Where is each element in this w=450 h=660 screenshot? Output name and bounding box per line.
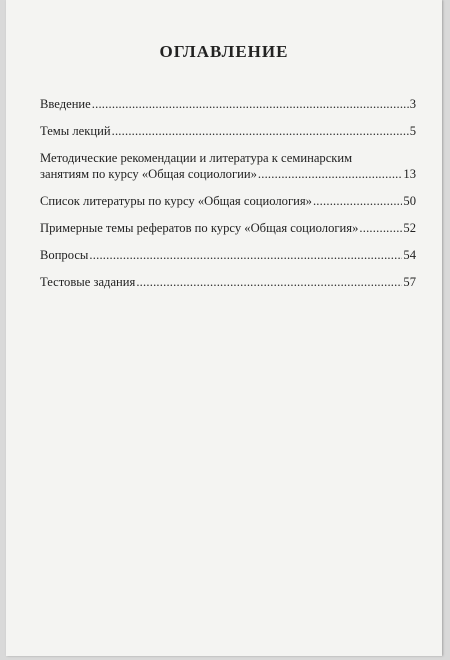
toc-entry-introduction[interactable] xyxy=(40,96,416,112)
toc-entry-label: Примерные темы рефератов по курсу «Общая социология» xyxy=(40,221,359,235)
toc-dot-leader xyxy=(136,274,402,290)
table-of-contents xyxy=(40,96,416,301)
toc-page-number: 3 xyxy=(409,97,416,111)
toc-entry-lecture-topics[interactable] xyxy=(40,123,416,139)
toc-dot-leader xyxy=(92,96,409,112)
toc-entry-label: Список литературы по курсу «Общая социология» xyxy=(40,194,312,208)
toc-entry-label-line1: Методические рекомендации и литература к семинарским xyxy=(40,151,353,165)
toc-page-number: 5 xyxy=(409,124,416,138)
toc-dot-leader xyxy=(313,193,402,209)
toc-dot-leader xyxy=(359,220,402,236)
page-title: ОГЛАВЛЕНИЕ xyxy=(159,42,289,61)
toc-entry-methodical-recommendations[interactable] xyxy=(40,150,416,182)
toc-entry-label: Темы лекций xyxy=(40,124,111,138)
toc-page-number: 50 xyxy=(403,194,416,208)
toc-dot-leader xyxy=(112,123,409,139)
toc-dot-leader xyxy=(258,166,403,182)
toc-entry-label: Вопросы xyxy=(40,248,89,262)
toc-entry-essay-topics[interactable] xyxy=(40,220,416,236)
toc-page-number: 52 xyxy=(403,221,416,235)
toc-entry-label: Тестовые задания xyxy=(40,275,136,289)
toc-entry-test-tasks[interactable] xyxy=(40,274,416,290)
toc-page-number: 57 xyxy=(403,275,416,289)
toc-page-number: 54 xyxy=(403,248,416,262)
toc-page-number: 13 xyxy=(403,167,416,181)
toc-entry-literature-list[interactable] xyxy=(40,193,416,209)
toc-entry-label-line2: занятиям по курсу «Общая социологии» xyxy=(40,167,257,181)
toc-entry-label: Введение xyxy=(40,97,91,111)
toc-dot-leader xyxy=(89,247,402,263)
document-page xyxy=(6,0,442,656)
toc-entry-questions[interactable] xyxy=(40,247,416,263)
